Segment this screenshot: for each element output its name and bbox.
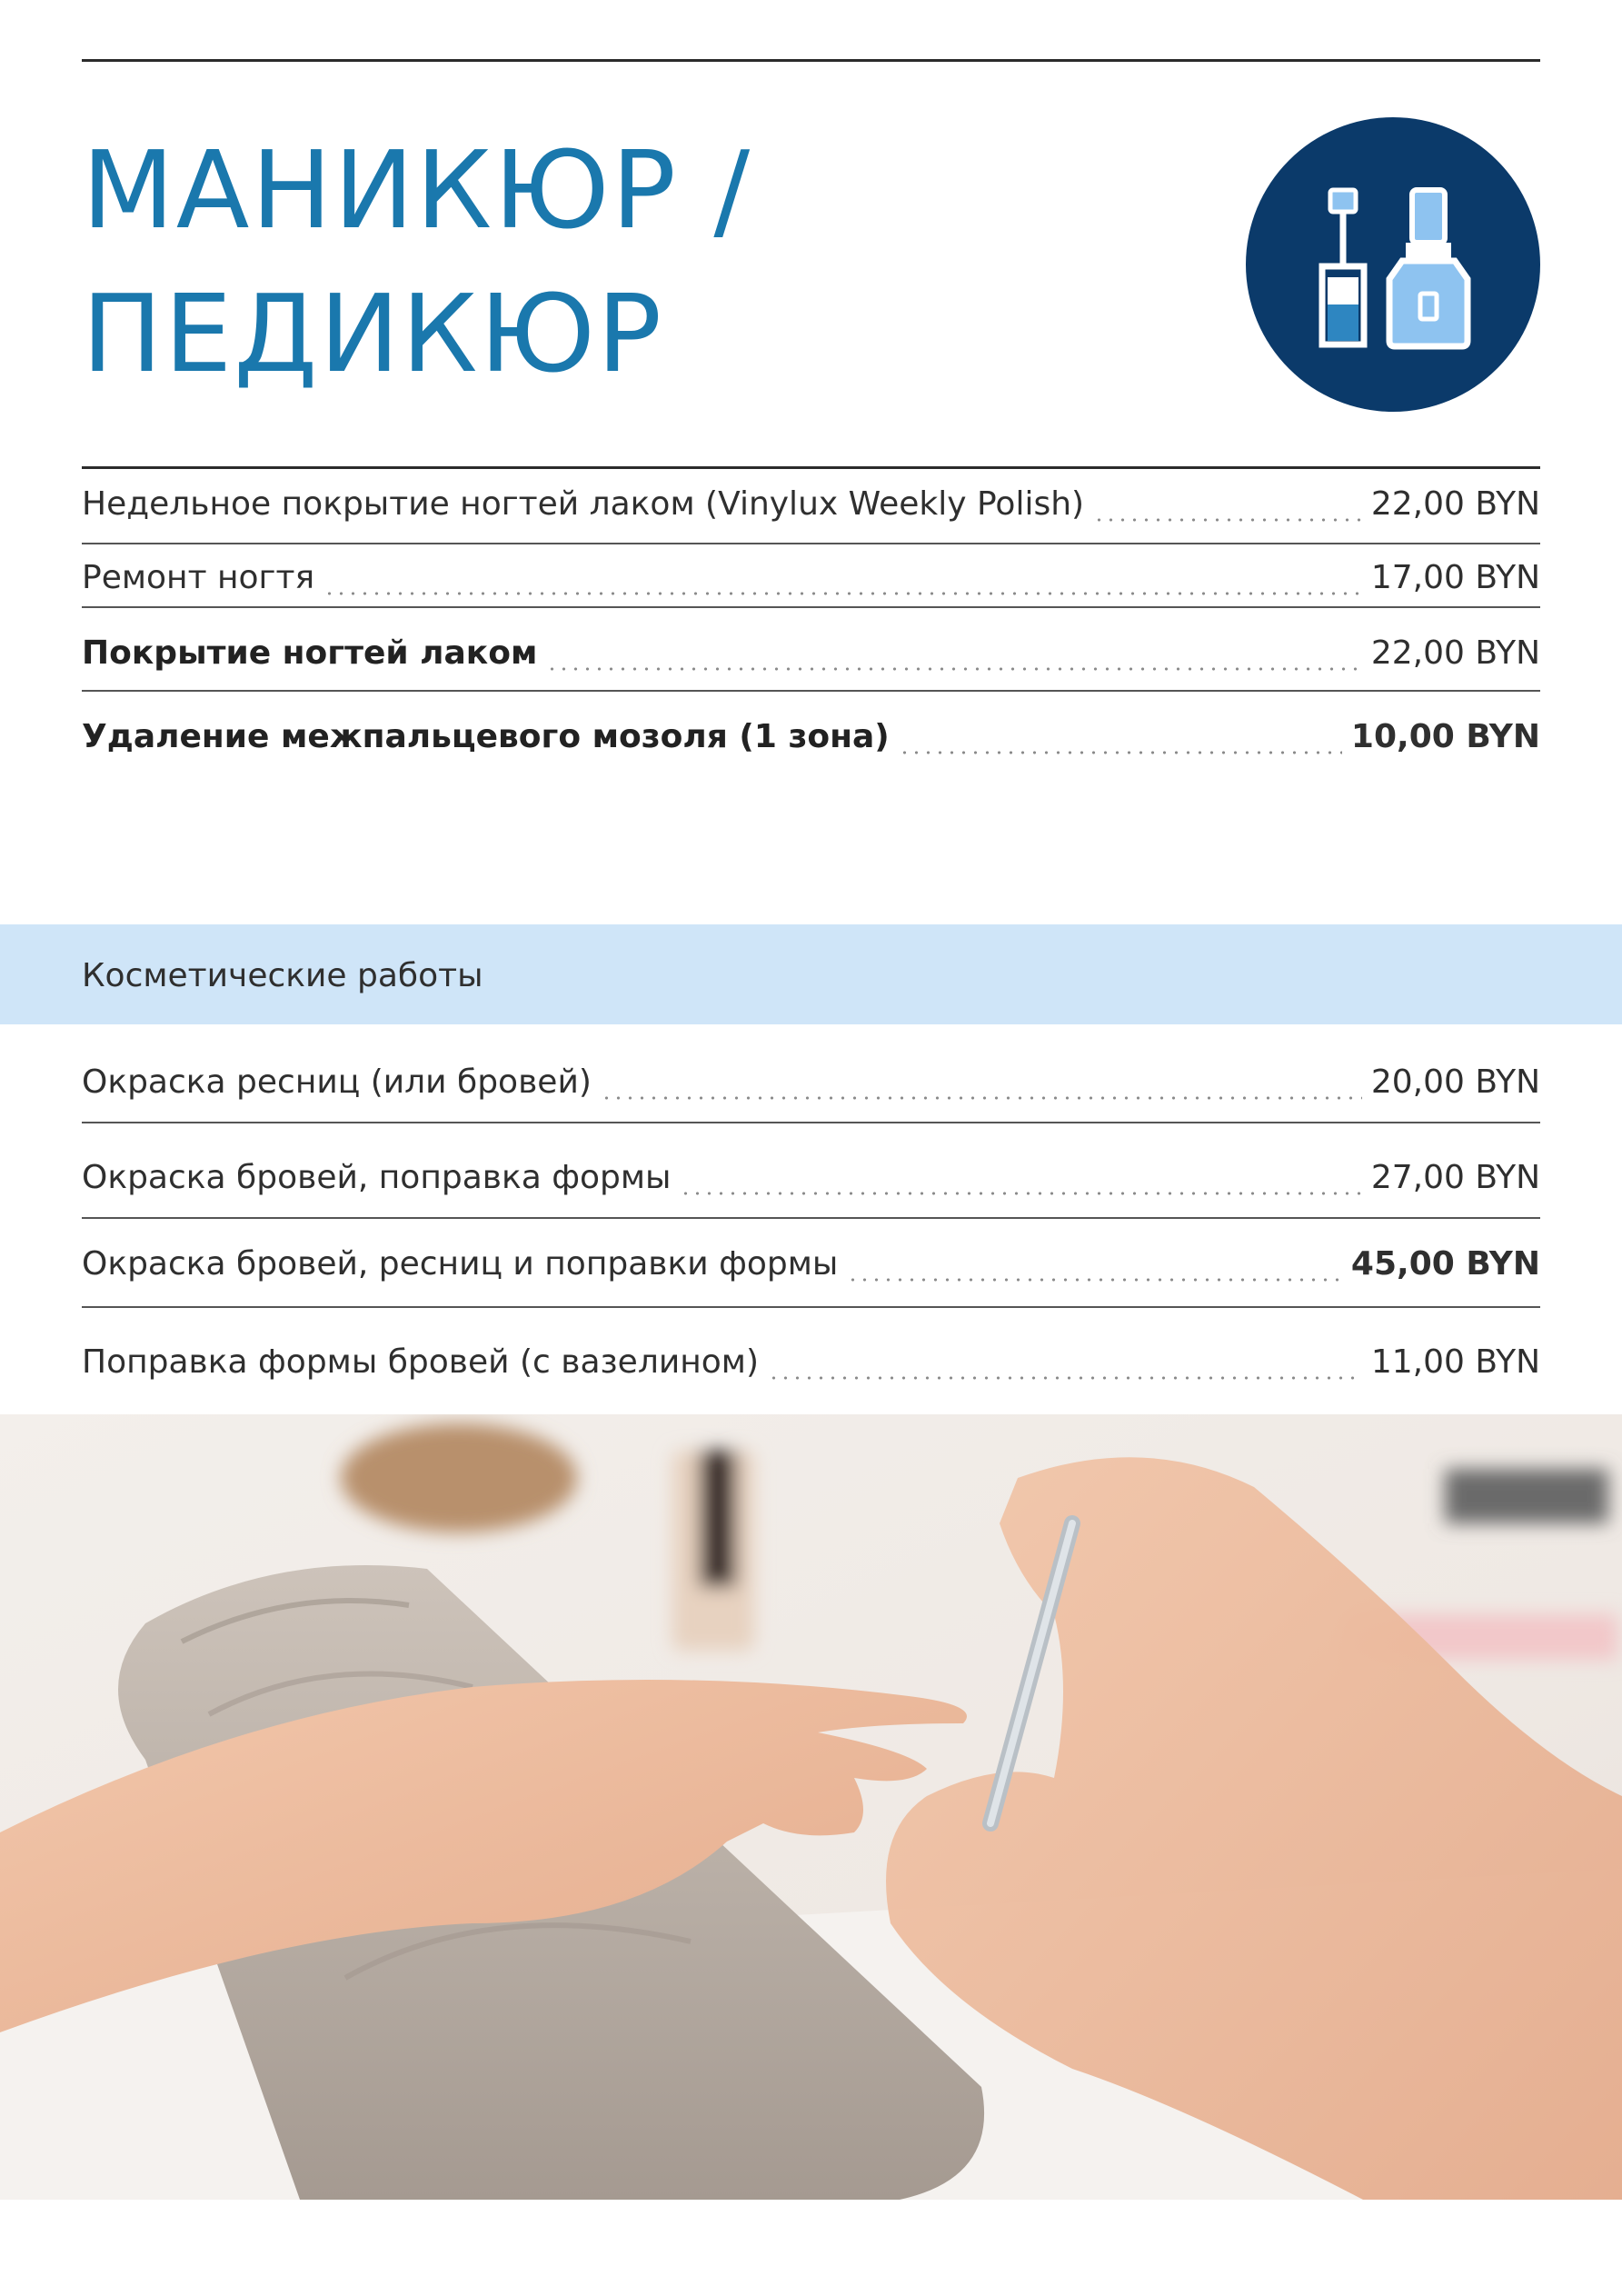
row-divider [82, 1122, 1540, 1123]
service-name: Удаление межпальцевого мозоля (1 зона) [82, 718, 890, 755]
dot-leader [847, 1244, 1342, 1284]
price-row [82, 547, 1540, 598]
dot-leader [546, 634, 1361, 674]
manicure-photo [0, 1414, 1622, 2200]
price-row [82, 1233, 1540, 1284]
service-name: Поправка формы бровей (с вазелином) [82, 1343, 759, 1381]
nail-polish-icon [1246, 117, 1540, 412]
row-divider [82, 543, 1540, 544]
dot-leader [768, 1343, 1362, 1383]
dot-leader [899, 717, 1342, 757]
dot-leader [680, 1158, 1361, 1198]
service-price: 20,00 BYN [1370, 1063, 1540, 1101]
service-name: Окраска ресниц (или бровей) [82, 1063, 592, 1101]
service-price: 17,00 BYN [1370, 559, 1540, 596]
service-name: Недельное покрытие ногтей лаком (Vinylux Weekly Polish) [82, 485, 1085, 523]
service-name: Покрытие ногтей лаком [82, 634, 538, 672]
service-price: 11,00 BYN [1370, 1343, 1540, 1381]
service-price: 27,00 BYN [1370, 1159, 1540, 1196]
service-price: 22,00 BYN [1370, 485, 1540, 523]
row-divider [82, 1217, 1540, 1219]
price-row [82, 706, 1540, 757]
dot-leader [601, 1063, 1362, 1103]
page-title-line-2: ПЕДИКЮР [82, 271, 664, 396]
price-row [82, 474, 1540, 524]
service-name: Ремонт ногтя [82, 559, 315, 596]
service-price: 45,00 BYN [1350, 1245, 1540, 1283]
price-row [82, 1052, 1540, 1103]
service-name: Окраска бровей, поправка формы [82, 1159, 672, 1196]
page-title-line-1: МАНИКЮР / [82, 127, 752, 253]
service-name: Окраска бровей, ресниц и поправки формы [82, 1245, 839, 1283]
page-title [82, 118, 751, 405]
service-price: 10,00 BYN [1350, 718, 1540, 755]
row-divider [82, 690, 1540, 692]
section-1-top-rule [82, 466, 1540, 469]
top-rule [82, 59, 1540, 62]
service-price: 22,00 BYN [1370, 634, 1540, 672]
price-row [82, 1332, 1540, 1383]
price-row [82, 1147, 1540, 1198]
price-row [82, 623, 1540, 674]
dot-leader [1093, 484, 1362, 524]
dot-leader [323, 558, 1362, 598]
section-heading: Косметические работы [82, 957, 483, 994]
row-divider [82, 1306, 1540, 1308]
row-divider [82, 606, 1540, 608]
